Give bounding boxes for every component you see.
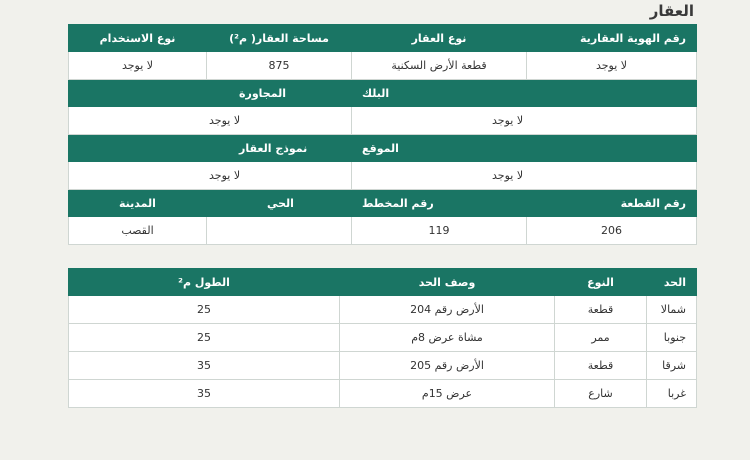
table-row [69, 352, 697, 380]
header-city: المدينة [69, 190, 207, 217]
property-value-row-2 [69, 107, 697, 135]
boundary-length: 35 [69, 380, 340, 408]
header-boundary-length: الطول م² [69, 269, 340, 296]
value-district [207, 217, 352, 245]
header-plot-number: رقم القطعة [527, 190, 697, 217]
boundary-type: قطعة [555, 352, 647, 380]
header-property-area: مساحة العقار( م²) [207, 25, 352, 52]
boundary-type: قطعة [555, 296, 647, 324]
table-row [69, 380, 697, 408]
boundaries-table [68, 268, 697, 408]
header-property-model: نموذج العقار [69, 135, 352, 162]
header-neighborhood-unit: المجاورة [69, 80, 352, 107]
property-header-row-1 [69, 25, 697, 52]
value-property-id: لا يوجد [527, 52, 697, 80]
value-location: لا يوجد [352, 162, 697, 190]
boundary-direction: شمالا [647, 296, 697, 324]
page-title: العقار [649, 2, 694, 20]
boundary-description: مشاة عرض 8م [340, 324, 555, 352]
property-info-table [68, 24, 697, 245]
value-neighborhood-unit: لا يوجد [69, 107, 352, 135]
value-usage-type: لا يوجد [69, 52, 207, 80]
header-boundary: الحد [647, 269, 697, 296]
boundary-length: 35 [69, 352, 340, 380]
header-district: الحي [207, 190, 352, 217]
boundary-type: شارع [555, 380, 647, 408]
table-row [69, 324, 697, 352]
value-plot-number: 206 [527, 217, 697, 245]
boundary-description: الأرض رقم 205 [340, 352, 555, 380]
table-row [69, 296, 697, 324]
value-city: القصب [69, 217, 207, 245]
value-block: لا يوجد [352, 107, 697, 135]
boundary-direction: شرقا [647, 352, 697, 380]
header-boundary-description: وصف الحد [340, 269, 555, 296]
boundary-direction: غربا [647, 380, 697, 408]
property-header-row-2 [69, 80, 697, 107]
boundary-length: 25 [69, 324, 340, 352]
header-location: الموقع [352, 135, 697, 162]
property-header-row-4 [69, 190, 697, 217]
property-header-row-3 [69, 135, 697, 162]
boundary-description: الأرض رقم 204 [340, 296, 555, 324]
value-property-type: قطعة الأرض السكنية [352, 52, 527, 80]
header-usage-type: نوع الاستخدام [69, 25, 207, 52]
header-property-id: رقم الهوية العقارية [527, 25, 697, 52]
value-plan-number: 119 [352, 217, 527, 245]
value-property-area: 875 [207, 52, 352, 80]
property-value-row-3 [69, 162, 697, 190]
boundary-length: 25 [69, 296, 340, 324]
boundary-direction: جنوبا [647, 324, 697, 352]
property-value-row-4 [69, 217, 697, 245]
property-value-row-1 [69, 52, 697, 80]
header-plan-number: رقم المخطط [352, 190, 527, 217]
header-property-type: نوع العقار [352, 25, 527, 52]
value-property-model: لا يوجد [69, 162, 352, 190]
boundary-type: ممر [555, 324, 647, 352]
boundary-description: عرض 15م [340, 380, 555, 408]
boundaries-header-row [69, 269, 697, 296]
header-block: البلك [352, 80, 697, 107]
header-boundary-type: النوع [555, 269, 647, 296]
